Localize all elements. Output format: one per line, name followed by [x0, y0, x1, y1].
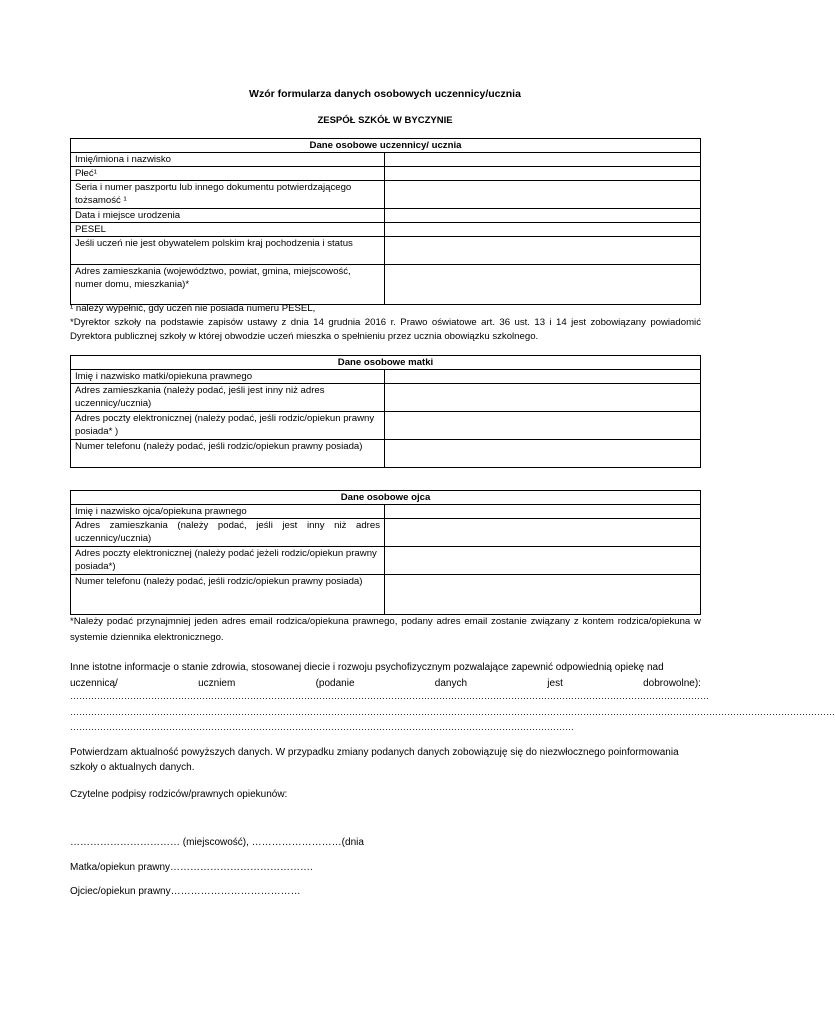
table-row — [71, 575, 701, 615]
row-label: PESEL — [71, 223, 385, 237]
table-row — [71, 237, 701, 265]
pesel-field[interactable] — [385, 223, 701, 237]
row-label: Adres zamieszkania (województwo, powiat, gmina, miejscowość, numer domu, mieszkania)* — [71, 265, 385, 305]
row-label: Adres poczty elektronicznej (należy podać jeżeli rodzic/opiekun prawny posiada*) — [71, 547, 385, 575]
table-row — [71, 505, 701, 519]
row-label: Numer telefonu (należy podać, jeśli rodzic/opiekun prawny posiada) — [71, 575, 385, 615]
health-word: jest — [547, 678, 563, 689]
health-word: dobrowolne): — [643, 678, 701, 689]
health-word: uczennicą/ — [70, 678, 118, 689]
table-row — [71, 209, 701, 223]
father-signature-line[interactable]: Ojciec/opiekun prawny………………………………… — [70, 886, 301, 897]
table-row — [71, 519, 701, 547]
email-note: *Należy podać przynajmniej jeden adres email rodzica/opiekuna prawnego, podany adres email zostanie związany z kontem rodzica/opiekuna w systemie dziennika elektronicznego. — [70, 616, 701, 643]
health-info-text: Inne istotne informacje o stanie zdrowia, stosowanej diecie i rozwoju psychofizycznym pozwalające zapewnić odpowiednią opiekę nad — [70, 662, 664, 673]
row-label: Numer telefonu (należy podać, jeśli rodzic/opiekun prawny posiada) — [71, 440, 385, 468]
confirmation-text: Potwierdzam aktualność powyższych danych. W przypadku zmiany podanych danych zobowiązuję się do niezwłocznego poinformowania szkoły o aktualnych danych. — [70, 747, 679, 773]
footnote-director: *Dyrektor szkoły na podstawie zapisów ustawy z dnia 14 grudnia 2016 r. Prawo oświatowe art. 36 ust. 13 i 14 jest zobowiązany powiadomić Dyrektora publicznej szkoły w której obwodzie uczeń mieszka o spełnieniu przez ucznia obowiązku szkolnego. — [70, 317, 701, 342]
mother-email-field[interactable] — [385, 412, 701, 440]
father-phone-field[interactable] — [385, 575, 701, 615]
row-label: Imię i nazwisko matki/opiekuna prawnego — [71, 370, 385, 384]
health-dotted-line[interactable]: …………………………………………………………………………………………………………………………………………………… — [70, 722, 574, 732]
row-label: Data i miejsce urodzenia — [71, 209, 385, 223]
health-word: uczniem — [198, 678, 236, 689]
health-info-line2 — [70, 676, 701, 691]
mother-phone-field[interactable] — [385, 440, 701, 468]
table-row — [71, 440, 701, 468]
name-field[interactable] — [385, 153, 701, 167]
row-label: Imię/imiona i nazwisko — [71, 153, 385, 167]
row-label: Adres poczty elektronicznej (należy podać, jeśli rodzic/opiekun prawny posiada* ) — [71, 412, 385, 440]
place-date-line[interactable]: …………………………… (miejscowość), ………………………(dnia — [70, 837, 364, 848]
table-row — [71, 153, 701, 167]
row-label: Adres zamieszkania (należy podać, jeśli jest inny niż adres uczennicy/ucznia) — [71, 519, 385, 547]
row-label: Adres zamieszkania (należy podać, jeśli jest inny niż adres uczennicy/ucznia) — [71, 384, 385, 412]
mother-table-heading: Dane osobowe matki — [71, 356, 701, 370]
table-row — [71, 167, 701, 181]
health-dotted-line[interactable]: ………………………………………………………………………………………………………………………………………………………………………………………………………………………………… — [70, 707, 835, 717]
table-row — [71, 412, 701, 440]
row-label: Seria i numer paszportu lub innego dokumentu potwierdzającego tożsamość ¹ — [71, 181, 385, 209]
mother-signature-line[interactable]: Matka/opiekun prawny……………………………………. — [70, 862, 313, 873]
father-data-table — [70, 490, 701, 615]
health-word: danych — [434, 678, 468, 689]
citizenship-field[interactable] — [385, 237, 701, 265]
health-word: (podanie — [315, 678, 355, 689]
table-row — [71, 384, 701, 412]
sex-field[interactable] — [385, 167, 701, 181]
row-label: Imię i nazwisko ojca/opiekuna prawnego — [71, 505, 385, 519]
form-title: Wzór formularza danych osobowych uczennicy/ucznia — [249, 88, 521, 100]
mother-address-field[interactable] — [385, 384, 701, 412]
signatures-label: Czytelne podpisy rodziców/prawnych opiekunów: — [70, 789, 288, 800]
row-label: Płeć¹ — [71, 167, 385, 181]
row-label: Jeśli uczeń nie jest obywatelem polskim kraj pochodzenia i status — [71, 237, 385, 265]
health-dotted-line[interactable]: …………………………………………………………………………………………………………………………………………………………………………………………… — [70, 691, 709, 701]
mother-data-table — [70, 355, 701, 468]
table-row — [71, 547, 701, 575]
father-email-field[interactable] — [385, 547, 701, 575]
table-row — [71, 265, 701, 305]
table-row — [71, 370, 701, 384]
birth-field[interactable] — [385, 209, 701, 223]
father-name-field[interactable] — [385, 505, 701, 519]
table-row — [71, 181, 701, 209]
student-data-table — [70, 138, 701, 305]
passport-field[interactable] — [385, 181, 701, 209]
mother-name-field[interactable] — [385, 370, 701, 384]
school-name: ZESPÓŁ SZKÓŁ W BYCZYNIE — [317, 115, 453, 126]
father-table-heading: Dane osobowe ojca — [71, 491, 701, 505]
address-field[interactable] — [385, 265, 701, 305]
table-row — [71, 223, 701, 237]
student-table-heading: Dane osobowe uczennicy/ ucznia — [71, 139, 701, 153]
father-address-field[interactable] — [385, 519, 701, 547]
footnote-pesel: ¹ należy wypełnić, gdy uczeń nie posiada numeru PESEL, — [70, 303, 316, 314]
